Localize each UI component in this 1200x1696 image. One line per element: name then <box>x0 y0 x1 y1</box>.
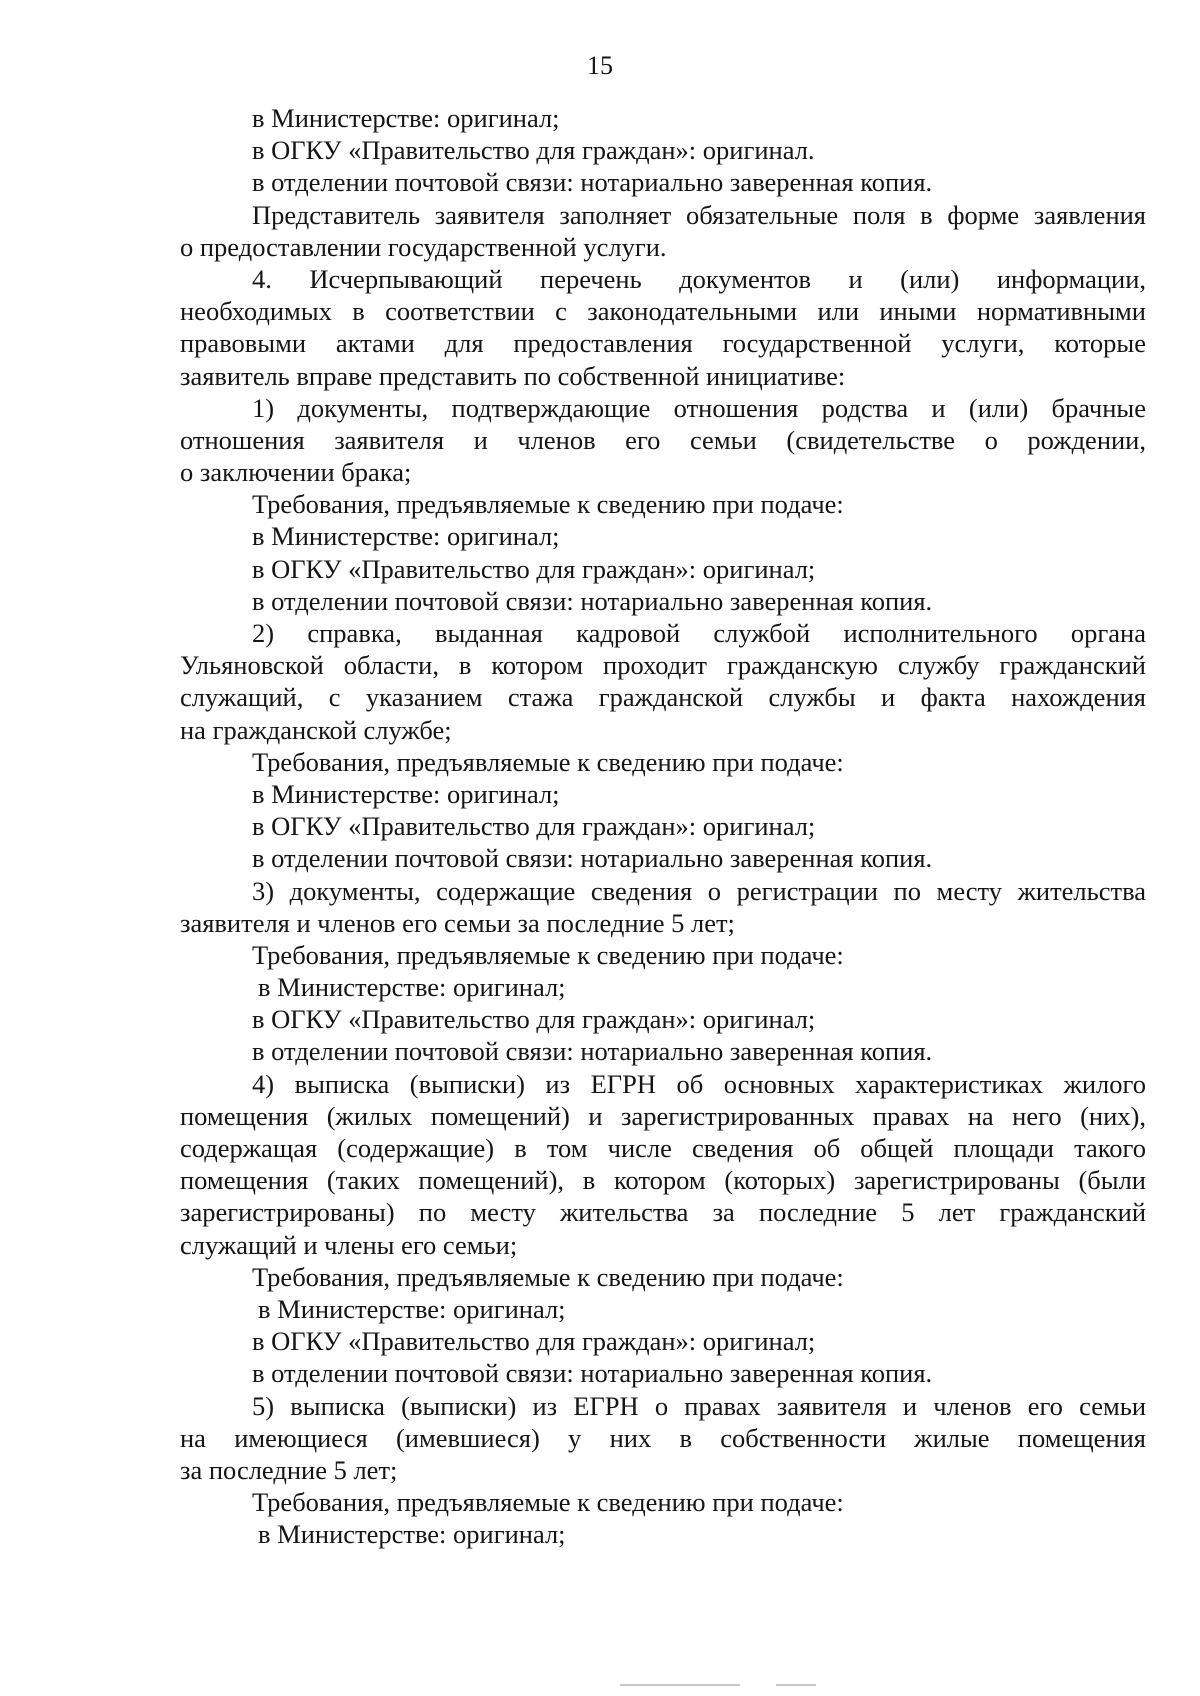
text-line: в Министерстве: оригинал; <box>252 103 560 133</box>
text-line: в Министерстве: оригинал; <box>258 972 566 1003</box>
text-line: на гражданской службе; <box>180 714 452 745</box>
text-line: в ОГКУ «Правительство для граждан»: оригинал; <box>252 811 816 842</box>
text-line: помещения (таких помещений), в котором (которых) зарегистрированы (были <box>180 1165 1146 1196</box>
text-line: о заключении брака; <box>180 457 412 488</box>
text-line: в ОГКУ «Правительство для граждан»: оригинал. <box>252 135 815 166</box>
scan-artifact <box>776 1684 816 1686</box>
text-line: Требования, предъявляемые к сведению при подаче: <box>252 489 844 520</box>
text-line: в Министерстве: оригинал; <box>252 521 560 552</box>
text-line: в отделении почтовой связи: нотариально заверенная копия. <box>252 843 933 874</box>
text-line: 5) выписка (выписки) из ЕГРН о правах заявителя и членов его семьи <box>252 1390 1146 1421</box>
text-line: Требования, предъявляемые к сведению при подаче: <box>252 1261 844 1292</box>
text-line: в Министерстве: оригинал; <box>258 1519 566 1550</box>
text-line: помещения (жилых помещений) и зарегистрированных правах на него (них), <box>180 1100 1146 1131</box>
text-line: Ульяновской области, в котором проходит гражданскую службу гражданский <box>180 650 1146 681</box>
text-line: отношения заявителя и членов его семьи (свидетельстве о рождении, <box>180 424 1146 455</box>
text-line: в ОГКУ «Правительство для граждан»: оригинал; <box>252 553 816 584</box>
text-line: 4. Исчерпывающий перечень документов и (или) информации, <box>252 263 1146 294</box>
text-line: содержащая (содержащие) в том числе сведения об общей площади такого <box>180 1133 1146 1163</box>
text-line: 4) выписка (выписки) из ЕГРН об основных характеристиках жилого <box>252 1068 1146 1099</box>
text-line: за последние 5 лет; <box>180 1454 398 1485</box>
text-line: служащий и члены его семьи; <box>180 1229 518 1260</box>
text-line: необходимых в соответствии с законодательными или иными нормативными <box>180 296 1146 327</box>
document-body <box>180 102 1146 1550</box>
text-line: зарегистрированы) по месту жительства за последние 5 лет гражданский <box>180 1197 1146 1228</box>
text-line: в Министерстве: оригинал; <box>252 778 560 809</box>
page-number: 15 <box>587 51 613 80</box>
text-line: в отделении почтовой связи: нотариально заверенная копия. <box>252 585 933 616</box>
text-line: 3) документы, содержащие сведения о регистрации по месту жительства <box>252 875 1146 906</box>
text-line: в ОГКУ «Правительство для граждан»: оригинал; <box>252 1004 816 1035</box>
text-line: заявителя и членов его семьи за последние 5 лет; <box>180 907 735 938</box>
text-line: служащий, с указанием стажа гражданской службы и факта нахождения <box>180 682 1146 713</box>
text-line: Требования, предъявляемые к сведению при подаче: <box>252 746 844 777</box>
text-line: в отделении почтовой связи: нотариально заверенная копия. <box>252 1358 933 1389</box>
text-line: правовыми актами для предоставления государственной услуги, которые <box>180 328 1146 359</box>
text-line: в отделении почтовой связи: нотариально заверенная копия. <box>252 167 933 198</box>
text-line: 1) документы, подтверждающие отношения родства и (или) брачные <box>252 392 1146 423</box>
text-line: на имеющиеся (имевшиеся) у них в собственности жилые помещения <box>180 1422 1146 1453</box>
text-line: о предоставлении государственной услуги. <box>180 231 667 262</box>
text-line: Представитель заявителя заполняет обязательные поля в форме заявления <box>252 199 1146 230</box>
text-line: в ОГКУ «Правительство для граждан»: оригинал; <box>252 1326 816 1357</box>
text-line: Требования, предъявляемые к сведению при подаче: <box>252 1487 844 1518</box>
text-line: 2) справка, выданная кадровой службой исполнительного органа <box>252 618 1146 648</box>
text-line: Требования, предъявляемые к сведению при подаче: <box>252 939 844 970</box>
text-line: заявитель вправе представить по собственной инициативе: <box>180 360 846 391</box>
text-line: в отделении почтовой связи: нотариально заверенная копия. <box>252 1036 933 1067</box>
scan-artifact <box>620 1684 740 1686</box>
text-line: в Министерстве: оригинал; <box>258 1293 566 1324</box>
